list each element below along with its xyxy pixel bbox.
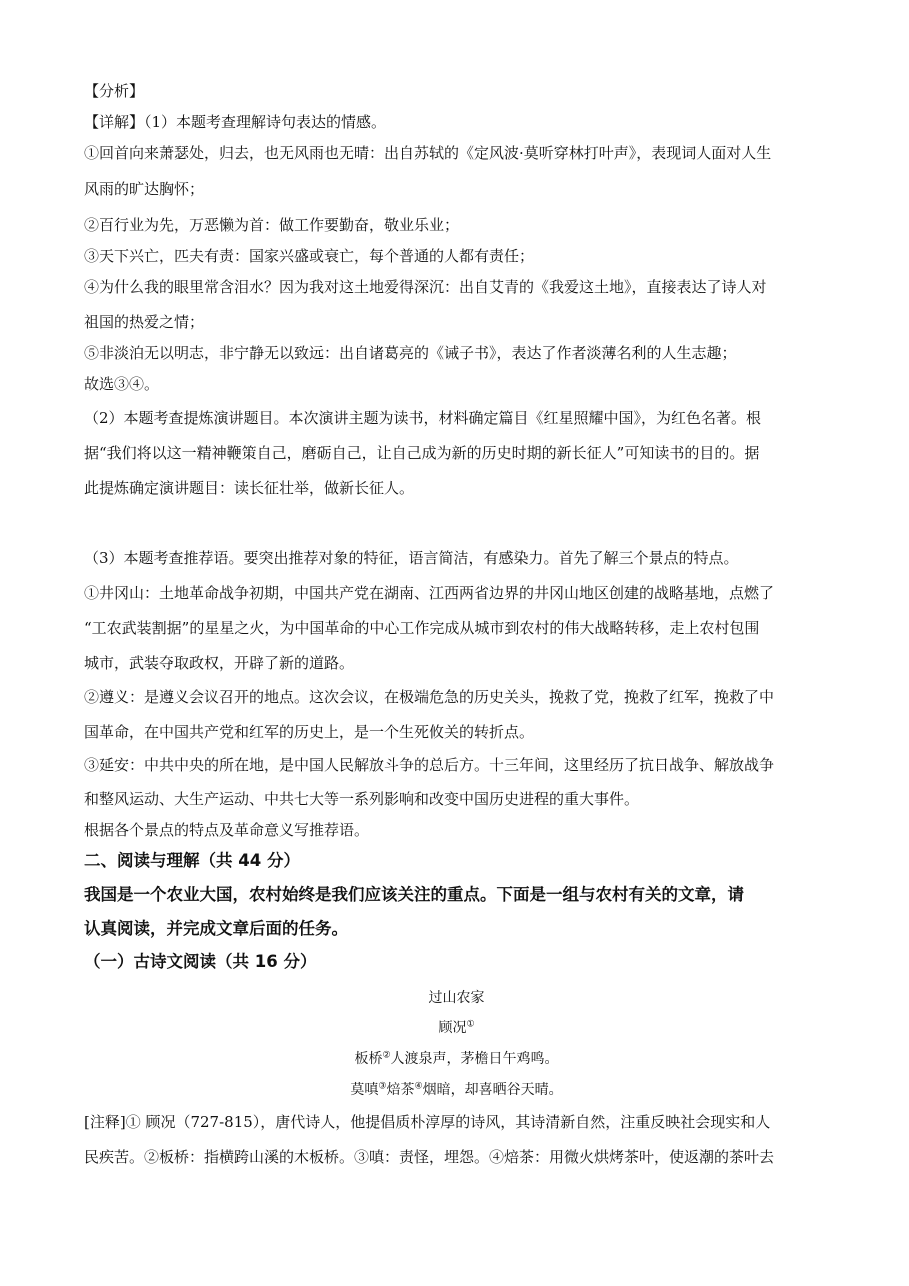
text-line: （2）本题考查提炼演讲题目。本次演讲主题为读书，材料确定篇目《红星照耀中国》，为红色名著。根 (84, 409, 762, 427)
text-line: ⑤非淡泊无以明志，非宁静无以致远：出自诸葛亮的《诫子书》，表达了作者淡薄名利的人生志趣； (84, 344, 737, 362)
section-heading: 二、阅读与理解（共 44 分） (84, 851, 300, 870)
text-line: 城市，武装夺取政权，开辟了新的道路。 (84, 654, 355, 672)
text-line: “工农武装割据”的星星之火，为中国革命的中心工作完成从城市到农村的伟大战略转移，走上农村包围 (84, 619, 760, 637)
text-line: 根据各个景点的特点及革命意义写推荐语。 (84, 821, 370, 839)
poem-line-2: 莫嗔③焙茶④烟暗，却喜晒谷天晴。 (350, 1081, 563, 1098)
annotation-line: 民疾苦。②板桥：指横跨山溪的木板桥。③嗔：责怪，埋怨。④焙茶：用微火烘烤茶叶，使返潮的茶叶去 (84, 1148, 775, 1166)
text-line: 此提炼确定演讲题目：读长征壮举，做新长征人。 (84, 479, 415, 497)
footnote-mark: ④ (414, 1081, 423, 1092)
text-line: 据“我们将以这一精神鞭策自己，磨砺自己，让自己成为新的历史时期的新长征人”可知读书的目的。据 (84, 444, 760, 462)
subsection-heading: （一）古诗文阅读（共 16 分） (84, 952, 317, 971)
text-line: 国革命，在中国共产党和红军的历史上，是一个生死攸关的转折点。 (84, 723, 535, 741)
text-line: ②遵义：是遵义会议召开的地点。这次会议，在极端危急的历史关头，挽救了党，挽救了红军，挽救了中 (84, 688, 775, 706)
poem-line-1: 板桥②人渡泉声，茅檐日午鸡鸣。 (354, 1050, 559, 1067)
text-line: 风雨的旷达胸怀； (84, 180, 205, 198)
detail-intro: 【详解】（1）本题考查理解诗句表达的情感。 (84, 113, 387, 131)
poem-author: 顾况① (438, 1019, 475, 1036)
text-line: ③延安：中共中央的所在地，是中国人民解放斗争的总后方。十三年间，这里经历了抗日战争、解放战争 (84, 756, 775, 774)
section-intro: 我国是一个农业大国，农村始终是我们应该关注的重点。下面是一组与农村有关的文章，请 (84, 885, 744, 904)
text-line: ②百行业为先，万恶懒为首：做工作要勤奋，敬业乐业； (84, 216, 460, 234)
footnote-mark: ① (466, 1019, 475, 1030)
text-line: ③天下兴亡，匹夫有责：国家兴盛或衰亡，每个普通的人都有责任； (84, 247, 535, 265)
poem-title: 过山农家 (428, 990, 485, 1006)
text-line: （3）本题考查推荐语。要突出推荐对象的特征，语言简洁，有感染力。首先了解三个景点的特点。 (84, 549, 739, 567)
annotation-line: [注释]① 顾况（727-815），唐代诗人，他提倡质朴淳厚的诗风，其诗清新自然，注重反映社会现实和人 (84, 1113, 771, 1131)
text-line: 故选③④。 (84, 375, 160, 393)
text-line: ①井冈山：土地革命战争初期，中国共产党在湖南、江西两省边界的井冈山地区创建的战略基地，点燃了 (84, 584, 775, 602)
text-line: 和整风运动、大生产运动、中共七大等一系列影响和改变中国历史进程的重大事件。 (84, 790, 640, 808)
section-intro: 认真阅读，并完成文章后面的任务。 (84, 919, 348, 938)
analysis-heading: 【分析】 (84, 82, 145, 100)
footnote-mark: ③ (378, 1081, 387, 1092)
text-line: ①回首向来萧瑟处，归去，也无风雨也无晴：出自苏轼的《定风波·莫听穿林打叶声》，表现词人面对人生 (84, 144, 772, 162)
footnote-mark: ② (382, 1050, 391, 1061)
text-line: ④为什么我的眼里常含泪水？因为我对这土地爱得深沉：出自艾青的《我爱这土地》，直接表达了诗人对 (84, 278, 767, 296)
text-line: 祖国的热爱之情； (84, 313, 205, 331)
